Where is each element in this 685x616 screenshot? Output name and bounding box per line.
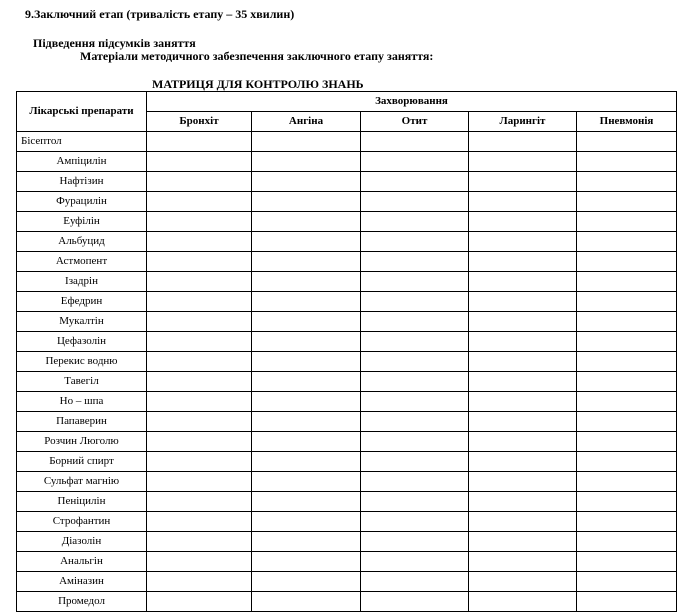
matrix-cell[interactable] — [147, 272, 252, 292]
matrix-cell[interactable] — [469, 312, 577, 332]
drug-name-cell: Еуфілін — [17, 212, 147, 232]
table-row — [17, 592, 677, 612]
matrix-body — [17, 132, 677, 612]
matrix-cell[interactable] — [361, 252, 469, 272]
matrix-cell[interactable] — [469, 252, 577, 272]
matrix-cell[interactable] — [252, 532, 361, 552]
matrix-cell[interactable] — [147, 392, 252, 412]
drug-name-cell: Ампіцилін — [17, 152, 147, 172]
matrix-cell[interactable] — [147, 492, 252, 512]
matrix-cell[interactable] — [469, 292, 577, 312]
table-row — [17, 552, 677, 572]
table-row — [17, 532, 677, 552]
matrix-cell[interactable] — [469, 452, 577, 472]
matrix-cell[interactable] — [469, 352, 577, 372]
matrix-cell[interactable] — [361, 552, 469, 572]
matrix-cell[interactable] — [361, 172, 469, 192]
disease-header-bronchitis: Бронхіт — [147, 112, 252, 132]
drug-name-cell: Розчин Люголю — [17, 432, 147, 452]
matrix-cell[interactable] — [252, 332, 361, 352]
matrix-cell[interactable] — [469, 372, 577, 392]
matrix-cell[interactable] — [147, 532, 252, 552]
drug-name-cell: Фурацилін — [17, 192, 147, 212]
matrix-cell[interactable] — [469, 572, 577, 592]
matrix-cell[interactable] — [469, 192, 577, 212]
matrix-cell[interactable] — [361, 512, 469, 532]
drug-name-cell: Папаверин — [17, 412, 147, 432]
matrix-cell[interactable] — [252, 272, 361, 292]
matrix-cell[interactable] — [577, 152, 677, 172]
table-row — [17, 292, 677, 312]
matrix-cell[interactable] — [469, 272, 577, 292]
drug-name-cell: Строфантин — [17, 512, 147, 532]
table-row — [17, 412, 677, 432]
matrix-cell[interactable] — [577, 352, 677, 372]
table-row — [17, 212, 677, 232]
matrix-cell[interactable] — [469, 132, 577, 152]
matrix-cell[interactable] — [147, 212, 252, 232]
matrix-cell[interactable] — [361, 472, 469, 492]
table-row — [17, 392, 677, 412]
matrix-cell[interactable] — [147, 552, 252, 572]
matrix-cell[interactable] — [361, 492, 469, 512]
table-row — [17, 312, 677, 332]
table-row — [17, 432, 677, 452]
drug-name-cell: Альбуцид — [17, 232, 147, 252]
matrix-cell[interactable] — [147, 312, 252, 332]
table-row — [17, 332, 677, 352]
matrix-cell[interactable] — [361, 292, 469, 312]
matrix-cell[interactable] — [147, 592, 252, 612]
matrix-cell[interactable] — [577, 432, 677, 452]
matrix-cell[interactable] — [361, 312, 469, 332]
summary-heading: Підведення підсумків заняття — [33, 36, 196, 50]
matrix-cell[interactable] — [361, 332, 469, 352]
matrix-cell[interactable] — [469, 592, 577, 612]
matrix-cell[interactable] — [577, 552, 677, 572]
table-row — [17, 172, 677, 192]
matrix-cell[interactable] — [577, 492, 677, 512]
matrix-cell[interactable] — [147, 572, 252, 592]
matrix-cell[interactable] — [577, 212, 677, 232]
matrix-cell[interactable] — [577, 392, 677, 412]
matrix-cell[interactable] — [252, 132, 361, 152]
drug-name-cell: Пеніцилін — [17, 492, 147, 512]
table-row — [17, 472, 677, 492]
matrix-cell[interactable] — [147, 172, 252, 192]
matrix-cell[interactable] — [577, 172, 677, 192]
matrix-title: МАТРИЦЯ ДЛЯ КОНТРОЛЮ ЗНАНЬ — [152, 77, 364, 91]
matrix-cell[interactable] — [577, 412, 677, 432]
table-row — [17, 152, 677, 172]
matrix-cell[interactable] — [252, 492, 361, 512]
matrix-cell[interactable] — [252, 152, 361, 172]
matrix-cell[interactable] — [577, 312, 677, 332]
matrix-cell[interactable] — [361, 592, 469, 612]
matrix-cell[interactable] — [252, 372, 361, 392]
matrix-cell[interactable] — [147, 412, 252, 432]
matrix-cell[interactable] — [252, 452, 361, 472]
matrix-cell[interactable] — [361, 532, 469, 552]
matrix-cell[interactable] — [147, 332, 252, 352]
matrix-cell[interactable] — [577, 372, 677, 392]
drug-name-cell: Перекис водню — [17, 352, 147, 372]
matrix-cell[interactable] — [469, 532, 577, 552]
matrix-cell[interactable] — [361, 152, 469, 172]
matrix-cell[interactable] — [147, 452, 252, 472]
knowledge-control-matrix — [16, 91, 677, 612]
drug-name-cell: Ізадрін — [17, 272, 147, 292]
matrix-cell[interactable] — [361, 132, 469, 152]
matrix-cell[interactable] — [577, 532, 677, 552]
matrix-cell[interactable] — [469, 152, 577, 172]
drug-name-cell: Тавегіл — [17, 372, 147, 392]
disease-header-angina: Ангіна — [252, 112, 361, 132]
drug-name-cell: Амінaзин — [17, 572, 147, 592]
matrix-cell[interactable] — [577, 512, 677, 532]
matrix-cell[interactable] — [252, 592, 361, 612]
drug-name-cell: Сульфат магнію — [17, 472, 147, 492]
matrix-cell[interactable] — [147, 352, 252, 372]
stage-title: 9.Заключний етап (тривалість етапу – 35 хвилин) — [25, 7, 295, 21]
matrix-cell[interactable] — [469, 172, 577, 192]
matrix-cell[interactable] — [469, 432, 577, 452]
matrix-cell[interactable] — [469, 512, 577, 532]
matrix-cell[interactable] — [577, 192, 677, 212]
matrix-cell[interactable] — [147, 512, 252, 532]
disease-group-header: Захворювання — [147, 92, 677, 112]
matrix-cell[interactable] — [252, 552, 361, 572]
matrix-cell[interactable] — [361, 452, 469, 472]
table-row — [17, 452, 677, 472]
matrix-cell[interactable] — [147, 132, 252, 152]
drug-name-cell: Астмопент — [17, 252, 147, 272]
disease-header-laryngitis: Ларингіт — [469, 112, 577, 132]
matrix-cell[interactable] — [252, 412, 361, 432]
matrix-cell[interactable] — [252, 172, 361, 192]
matrix-cell[interactable] — [252, 212, 361, 232]
matrix-cell[interactable] — [147, 192, 252, 212]
table-row — [17, 192, 677, 212]
matrix-cell[interactable] — [469, 472, 577, 492]
matrix-cell[interactable] — [469, 332, 577, 352]
matrix-cell[interactable] — [252, 392, 361, 412]
matrix-cell[interactable] — [577, 232, 677, 252]
table-row — [17, 512, 677, 532]
drug-name-cell: Бісептол — [17, 132, 147, 152]
matrix-cell[interactable] — [361, 372, 469, 392]
matrix-cell[interactable] — [252, 292, 361, 312]
matrix-cell[interactable] — [361, 432, 469, 452]
matrix-cell[interactable] — [577, 572, 677, 592]
matrix-cell[interactable] — [252, 252, 361, 272]
drug-name-cell: Нафтізин — [17, 172, 147, 192]
matrix-cell[interactable] — [147, 372, 252, 392]
table-row — [17, 252, 677, 272]
drug-name-cell: Анальгін — [17, 552, 147, 572]
matrix-cell[interactable] — [147, 432, 252, 452]
matrix-cell[interactable] — [361, 192, 469, 212]
matrix-cell[interactable] — [147, 292, 252, 312]
matrix-cell[interactable] — [469, 412, 577, 432]
disease-header-pneumonia: Пневмонія — [577, 112, 677, 132]
matrix-cell[interactable] — [577, 252, 677, 272]
drug-name-cell: Ефедрин — [17, 292, 147, 312]
matrix-cell[interactable] — [469, 552, 577, 572]
materials-heading: Матеріали методичного забезпечення заключного етапу заняття: — [80, 49, 434, 63]
matrix-cell[interactable] — [252, 472, 361, 492]
table-row — [17, 492, 677, 512]
drug-name-cell: Промедол — [17, 592, 147, 612]
matrix-cell[interactable] — [361, 352, 469, 372]
matrix-cell[interactable] — [361, 392, 469, 412]
matrix-cell[interactable] — [147, 252, 252, 272]
matrix-cell[interactable] — [361, 412, 469, 432]
drug-name-cell: Мукалтін — [17, 312, 147, 332]
matrix-cell[interactable] — [361, 212, 469, 232]
matrix-cell[interactable] — [577, 292, 677, 312]
matrix-cell[interactable] — [361, 232, 469, 252]
drug-name-cell: Діазолін — [17, 532, 147, 552]
matrix-cell[interactable] — [147, 152, 252, 172]
matrix-cell[interactable] — [469, 392, 577, 412]
matrix-header-row — [17, 92, 677, 112]
matrix-cell[interactable] — [469, 212, 577, 232]
matrix-cell[interactable] — [361, 272, 469, 292]
drug-name-cell: Борний спирт — [17, 452, 147, 472]
drug-name-cell: Цефазолін — [17, 332, 147, 352]
drug-name-cell: Но – шпа — [17, 392, 147, 412]
table-row — [17, 572, 677, 592]
drug-column-header: Лікарські препарати — [17, 92, 147, 132]
matrix-cell[interactable] — [252, 312, 361, 332]
table-row — [17, 352, 677, 372]
matrix-cell[interactable] — [252, 352, 361, 372]
matrix-cell[interactable] — [252, 192, 361, 212]
table-row — [17, 272, 677, 292]
matrix-cell[interactable] — [252, 512, 361, 532]
disease-header-otitis: Отит — [361, 112, 469, 132]
matrix-cell[interactable] — [577, 472, 677, 492]
matrix-cell[interactable] — [361, 572, 469, 592]
matrix-cell[interactable] — [577, 332, 677, 352]
matrix-cell[interactable] — [577, 272, 677, 292]
table-row — [17, 232, 677, 252]
matrix-cell[interactable] — [252, 572, 361, 592]
matrix-cell[interactable] — [577, 132, 677, 152]
matrix-cell[interactable] — [577, 452, 677, 472]
table-row — [17, 372, 677, 392]
matrix-cell[interactable] — [469, 232, 577, 252]
matrix-cell[interactable] — [252, 232, 361, 252]
matrix-cell[interactable] — [147, 472, 252, 492]
matrix-cell[interactable] — [252, 432, 361, 452]
matrix-cell[interactable] — [469, 492, 577, 512]
matrix-cell[interactable] — [147, 232, 252, 252]
table-row — [17, 132, 677, 152]
matrix-cell[interactable] — [577, 592, 677, 612]
